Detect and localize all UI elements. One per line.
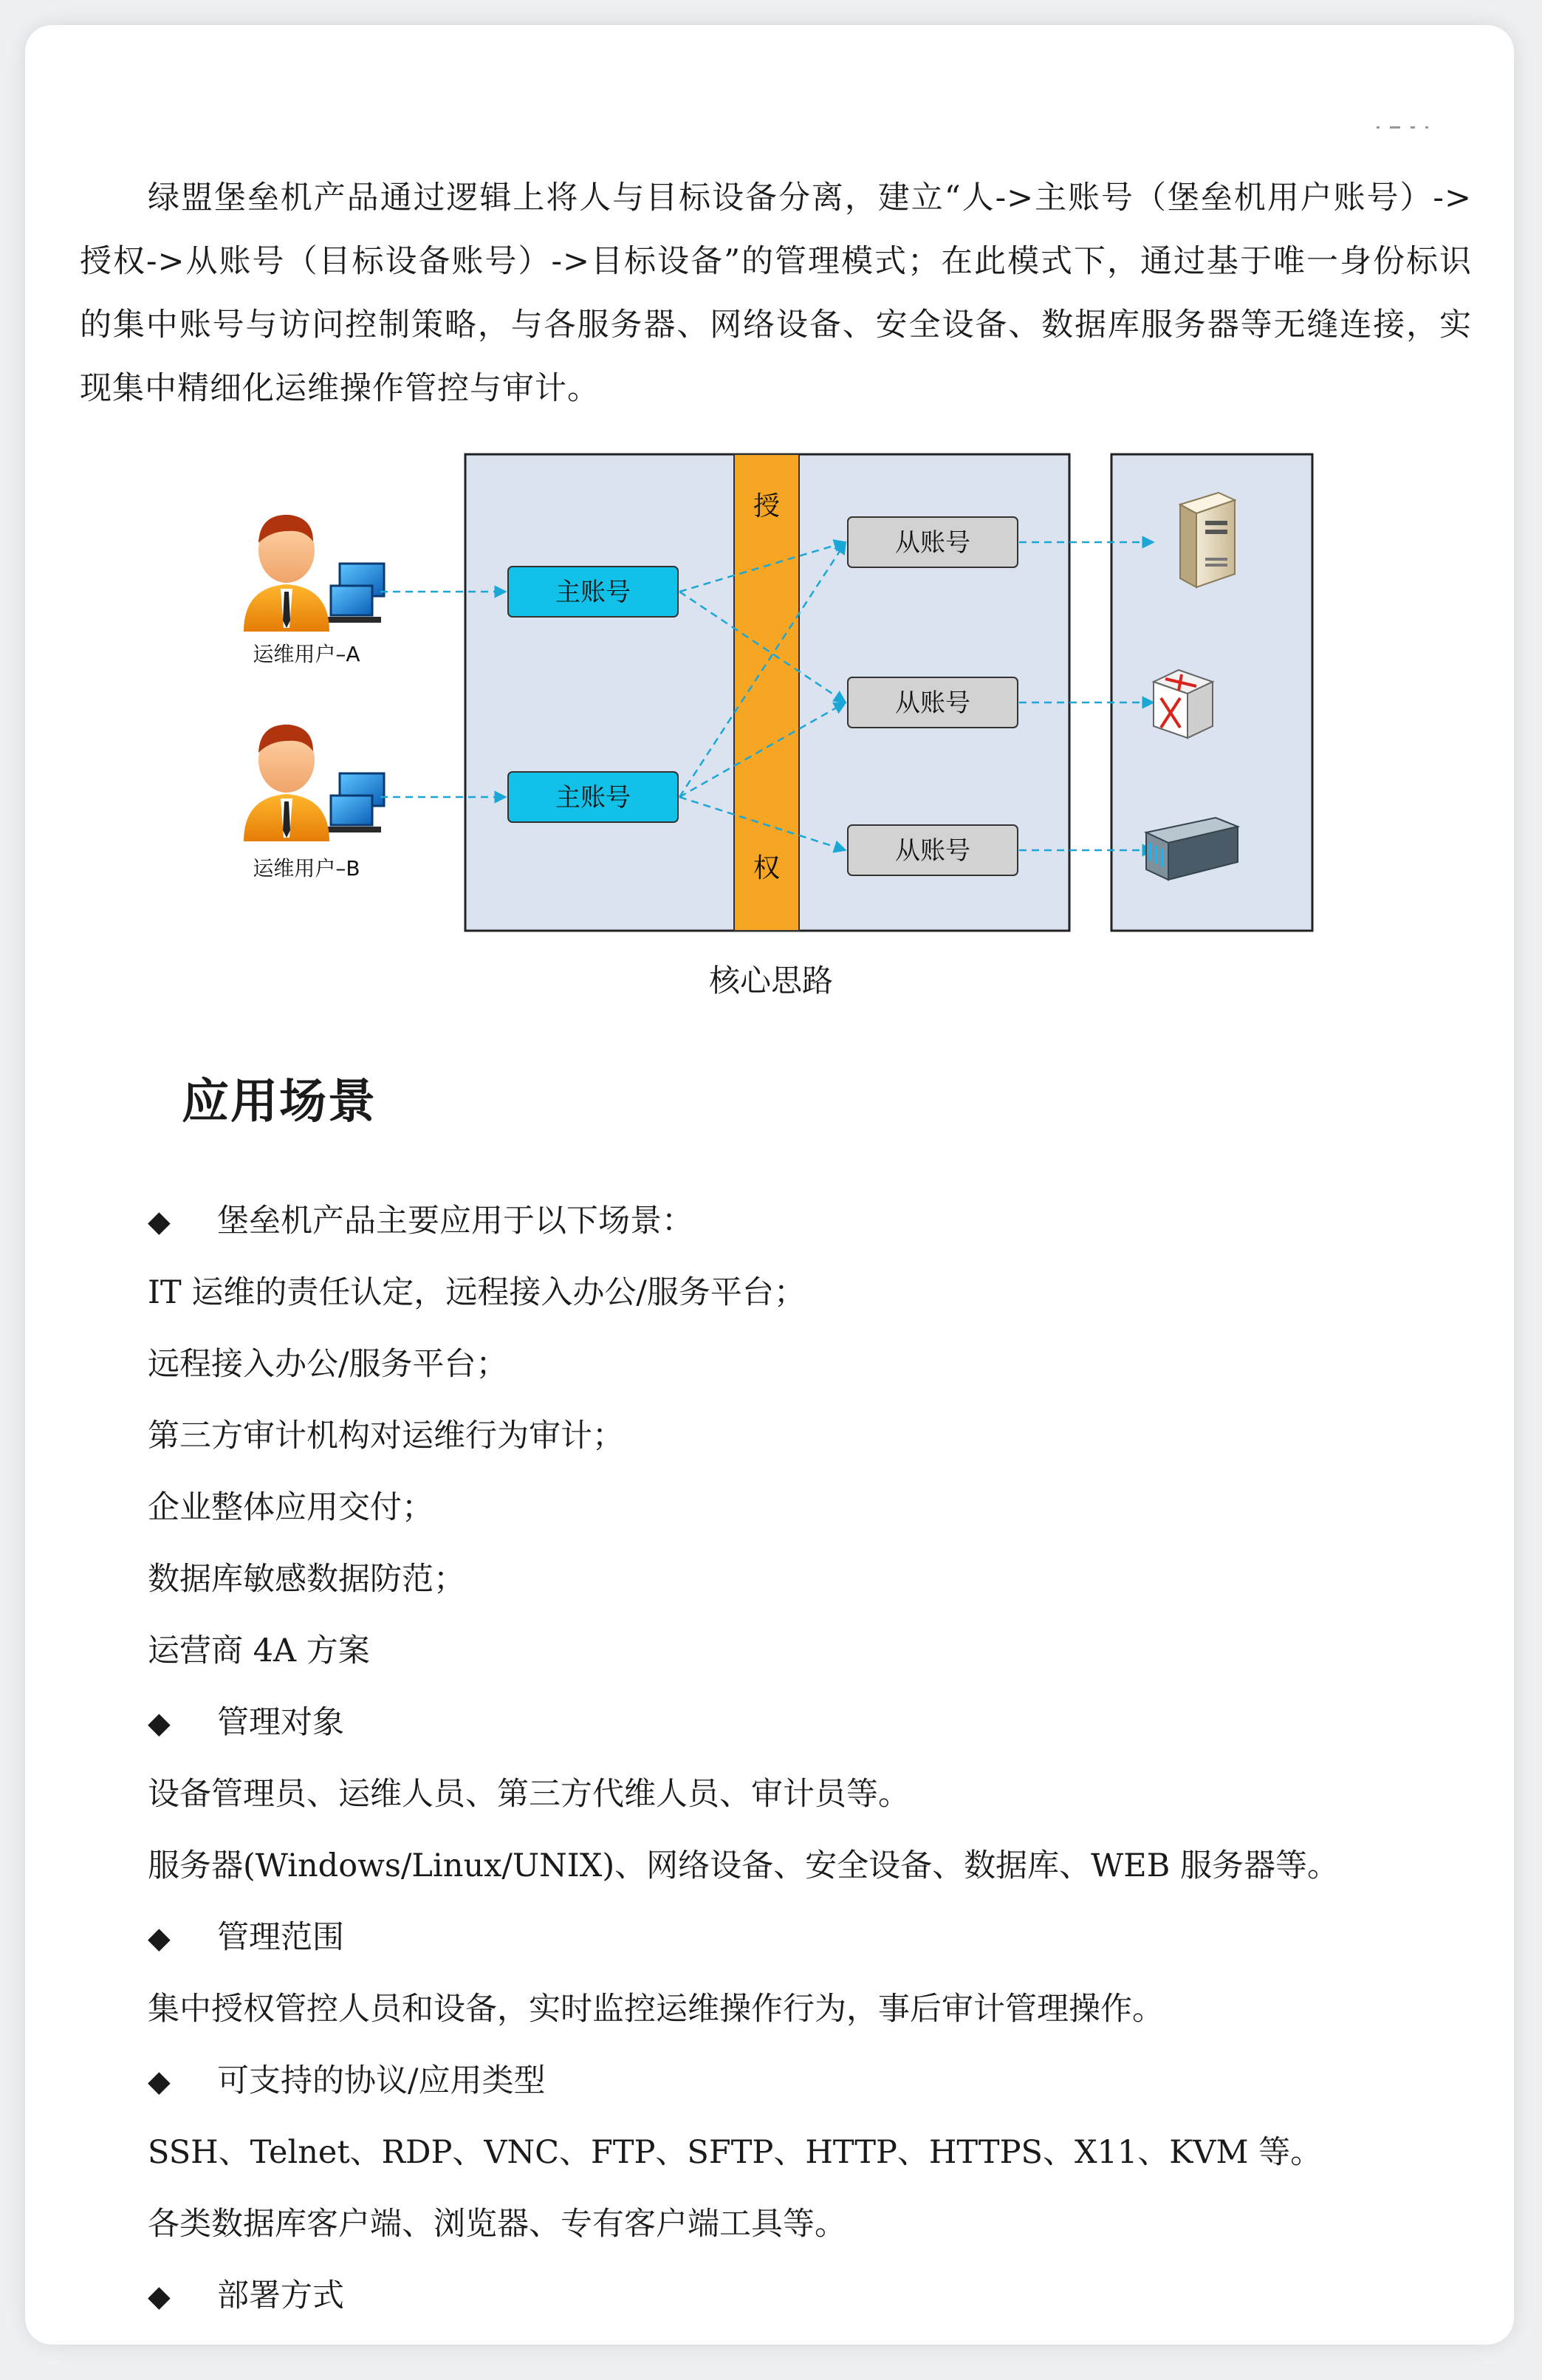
bullet-diamond-icon: ◆ [148,2065,171,2099]
bullet-diamond-icon: ◆ [148,2280,171,2314]
list-item-text: 堡垒机产品主要应用于以下场景： [217,1203,693,1239]
list-item: 运营商 4A 方案 [148,1632,370,1669]
slave-account-2-label: 从账号 [895,688,970,718]
slave-account-1-label: 从账号 [895,528,970,558]
section-title: 应用场景 [182,1075,377,1129]
list-item: 数据库敏感数据防范； [148,1561,465,1598]
list-item-text: 可支持的协议/应用类型 [217,2062,546,2099]
list-item: 集中授权管控人员和设备，实时监控运维操作行为，事后审计管理操作。 [148,1991,1164,2028]
list-item: 远程接入办公/服务平台； [148,1346,508,1383]
list-item: 设备管理员、运维人员、第三方代维人员、审计员等。 [148,1776,910,1813]
intro-paragraph: 绿盟堡垒机产品通过逻辑上将人与目标设备分离，建立“人->主账号（堡垒机用户账号）->授权->从账号（目标设备账号）->目标设备”的管理模式；在此模式下，通过基于唯一身份标识的集中账号与访问控制策略，与各服务器、网络设备、安全设备、数据库服务器等无缝连接，实现集中精细化运维操作管控与审计。 [80,179,1472,407]
list-item-bullet [148,2055,1477,2127]
list-item-bullet [148,1697,1477,1768]
auth-label-top: 授 [753,491,781,522]
list-item-text: 管理范围 [217,1919,344,1956]
list-item-bullet [148,1912,1477,1983]
header-mark [1377,120,1465,129]
list-item-bullet [148,2270,1477,2342]
list-item: 各类数据库客户端、浏览器、专有客户端工具等。 [148,2206,846,2243]
router-icon [1154,670,1213,738]
user-a-icon [244,515,384,632]
auth-label-bottom: 权 [753,853,781,883]
bullet-diamond-icon: ◆ [148,1706,171,1740]
list-item-bullet [148,1195,1477,1267]
list-item: 企业整体应用交付； [148,1489,434,1526]
bullet-diamond-icon: ◆ [148,1205,171,1239]
scenario-list [148,1195,1477,2342]
list-item: IT 运维的责任认定，远程接入办公/服务平台； [148,1274,806,1311]
list-item: 服务器(Windows/Linux/UNIX)、网络设备、安全设备、数据库、WEB 服务器等。 [148,1847,1339,1884]
master-account-b-label: 主账号 [555,783,631,813]
list-item: 第三方审计机构对运维行为审计； [148,1418,624,1454]
user-a-label: 运维用户–A [253,642,360,666]
server-icon [1180,493,1235,587]
master-account-a-label: 主账号 [555,578,631,607]
list-item-text: 管理对象 [217,1704,344,1741]
user-b-icon [244,725,384,841]
slave-account-3-label: 从账号 [895,836,970,866]
core-concept-diagram [222,447,1329,934]
list-item-text: 部署方式 [217,2277,344,2314]
user-b-label: 运维用户–B [253,856,360,880]
diagram-caption: 核心思路 [708,962,833,999]
list-item: SSH、Telnet、RDP、VNC、FTP、SFTP、HTTP、HTTPS、X11、KVM 等。 [148,2134,1323,2171]
bullet-diamond-icon: ◆ [148,1921,171,1955]
